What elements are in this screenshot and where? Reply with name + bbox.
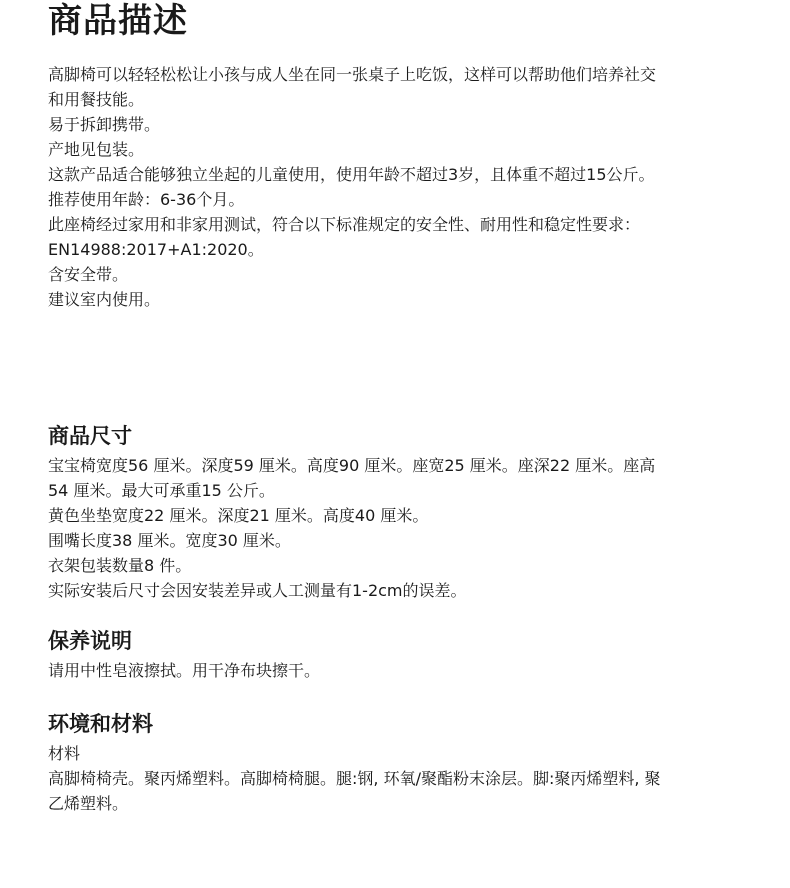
dimensions-line: 衣架包装数量8 件。	[48, 556, 192, 575]
description-line: 含安全带。	[48, 265, 129, 284]
dimensions-title: 商品尺寸	[48, 424, 132, 448]
description-line: 产地见包装。	[48, 140, 145, 159]
care-title: 保养说明	[48, 629, 132, 653]
care-section	[48, 627, 748, 683]
description-line: 这款产品适合能够独立坐起的儿童使用，使用年龄不超过3岁，且体重不超过15公斤。	[48, 165, 655, 184]
care-line: 请用中性皂液擦拭。用干净布块擦干。	[48, 661, 321, 680]
dimensions-line: 54 厘米。最大可承重15 公斤。	[48, 481, 275, 500]
dimensions-line: 黄色坐垫宽度22 厘米。深度21 厘米。高度40 厘米。	[48, 506, 429, 525]
dimensions-line: 实际安装后尺寸会因安装差异或人工测量有1-2cm的误差。	[48, 581, 467, 600]
environment-line: 高脚椅椅壳。聚丙烯塑料。高脚椅椅腿。腿:钢, 环氧/聚酯粉末涂层。脚:聚丙烯塑料, 聚	[48, 769, 661, 788]
environment-title: 环境和材料	[48, 712, 153, 736]
dimensions-line: 围嘴长度38 厘米。宽度30 厘米。	[48, 531, 291, 550]
description-title: 商品描述	[48, 1, 188, 41]
description-line: EN14988:2017+A1:2020。	[48, 240, 264, 259]
description-line: 此座椅经过家用和非家用测试，符合以下标准规定的安全性、耐用性和稳定性要求：	[48, 215, 641, 234]
description-line: 易于拆卸携带。	[48, 115, 161, 134]
environment-line: 乙烯塑料。	[48, 794, 129, 813]
environment-body	[48, 741, 748, 816]
description-body	[48, 62, 748, 312]
product-info-page	[48, 0, 748, 816]
dimensions-section	[48, 422, 748, 603]
description-line: 推荐使用年龄：6-36个月。	[48, 190, 245, 209]
environment-section	[48, 710, 748, 816]
description-line: 和用餐技能。	[48, 90, 145, 109]
environment-line: 材料	[48, 744, 81, 763]
care-body	[48, 658, 748, 683]
description-section	[48, 0, 748, 312]
dimensions-line: 宝宝椅宽度56 厘米。深度59 厘米。高度90 厘米。座宽25 厘米。座深22 厘米。座高	[48, 456, 656, 475]
dimensions-body	[48, 453, 748, 603]
description-line: 高脚椅可以轻轻松松让小孩与成人坐在同一张桌子上吃饭，这样可以帮助他们培养社交	[48, 65, 657, 84]
description-line: 建议室内使用。	[48, 290, 161, 309]
